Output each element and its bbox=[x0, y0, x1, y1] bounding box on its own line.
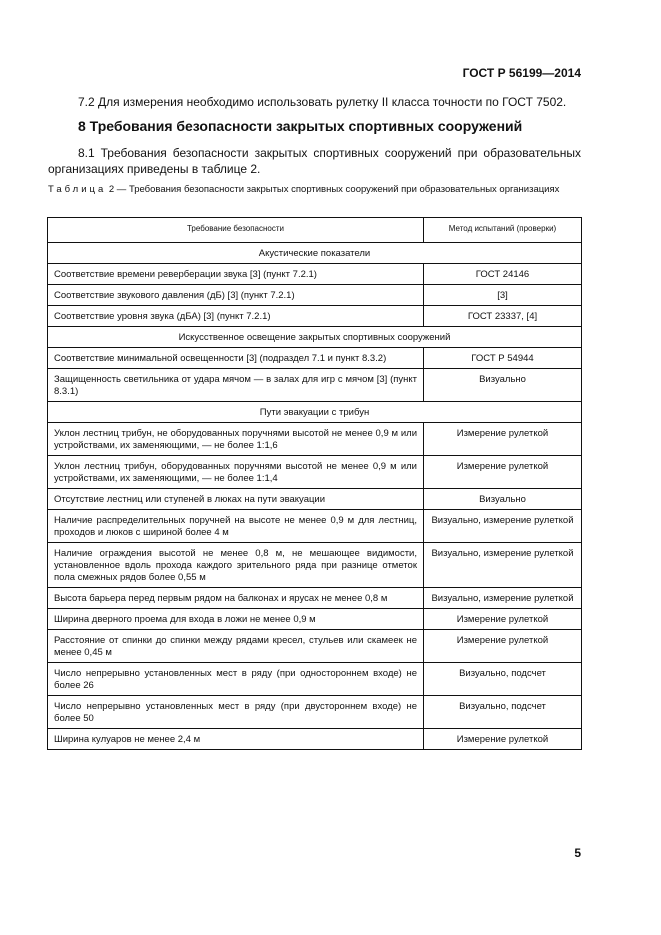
section-row bbox=[48, 327, 582, 348]
method-cell: Измерение рулеткой bbox=[424, 456, 582, 489]
method-cell: Визуально, подсчет bbox=[424, 663, 582, 696]
table-row bbox=[48, 630, 582, 663]
table-row bbox=[48, 543, 582, 588]
method-cell: ГОСТ 24146 bbox=[424, 264, 582, 285]
requirement-cell: Соответствие минимальной освещенности [3] (подраздел 7.1 и пункт 8.3.2) bbox=[48, 348, 424, 369]
requirement-cell: Число непрерывно установленных мест в ряду (при двустороннем входе) не более 50 bbox=[48, 696, 424, 729]
table-row bbox=[48, 369, 582, 402]
method-cell: Измерение рулеткой bbox=[424, 609, 582, 630]
table-row bbox=[48, 729, 582, 750]
method-cell: Визуально, подсчет bbox=[424, 696, 582, 729]
method-cell: [3] bbox=[424, 285, 582, 306]
requirement-cell: Уклон лестниц трибун, оборудованных поручнями высотой не менее 0,9 м или устройствами, их заменяющими, — не более 1:1,4 bbox=[48, 456, 424, 489]
requirement-cell: Соответствие времени реверберации звука [3] (пункт 7.2.1) bbox=[48, 264, 424, 285]
table-caption-label: Таблица bbox=[48, 184, 107, 195]
requirement-cell: Высота барьера перед первым рядом на балконах и ярусах не менее 0,8 м bbox=[48, 588, 424, 609]
requirement-cell: Расстояние от спинки до спинки между рядами кресел, стульев или скамеек не менее 0,45 м bbox=[48, 630, 424, 663]
table-caption-text: 2 — Требования безопасности закрытых спортивных сооружений при образовательных организациях bbox=[106, 184, 560, 195]
method-cell: Визуально, измерение рулеткой bbox=[424, 543, 582, 588]
table-row bbox=[48, 663, 582, 696]
requirement-cell: Наличие распределительных поручней на высоте не менее 0,9 м для лестниц, проходов и люков с шириной более 4 м bbox=[48, 510, 424, 543]
table-row bbox=[48, 609, 582, 630]
table-row bbox=[48, 588, 582, 609]
method-cell: Визуально, измерение рулеткой bbox=[424, 588, 582, 609]
table-row bbox=[48, 306, 582, 327]
paragraph-7-2: 7.2 Для измерения необходимо использовать рулетку II класса точности по ГОСТ 7502. bbox=[78, 95, 567, 109]
requirement-cell: Ширина дверного проема для входа в ложи не менее 0,9 м bbox=[48, 609, 424, 630]
method-cell: ГОСТ 23337, [4] bbox=[424, 306, 582, 327]
section-row bbox=[48, 402, 582, 423]
method-cell: Измерение рулеткой bbox=[424, 423, 582, 456]
method-cell: Визуально bbox=[424, 489, 582, 510]
section-row bbox=[48, 243, 582, 264]
method-cell: Визуально bbox=[424, 369, 582, 402]
table-header-row bbox=[48, 218, 582, 243]
requirement-cell: Наличие ограждения высотой не менее 0,8 м, не мешающее видимости, установленное вдоль прохода каждого зрительного ряда при разнице отметок пола смежных рядов более 0,55 м bbox=[48, 543, 424, 588]
table-row bbox=[48, 456, 582, 489]
page-number: 5 bbox=[574, 846, 581, 860]
table-row bbox=[48, 696, 582, 729]
section-title-lighting: Искусственное освещение закрытых спортивных сооружений bbox=[48, 327, 582, 348]
column-header-requirement: Требование безопасности bbox=[48, 218, 424, 243]
requirement-cell: Защищенность светильника от удара мячом — в залах для игр с мячом [3] (пункт 8.3.1) bbox=[48, 369, 424, 402]
table-row bbox=[48, 285, 582, 306]
requirement-cell: Отсутствие лестниц или ступеней в люках на пути эвакуации bbox=[48, 489, 424, 510]
requirement-cell: Ширина кулуаров не менее 2,4 м bbox=[48, 729, 424, 750]
section-title-acoustic: Акустические показатели bbox=[48, 243, 582, 264]
requirements-table bbox=[47, 217, 582, 750]
requirement-cell: Соответствие уровня звука (дБА) [3] (пункт 7.2.1) bbox=[48, 306, 424, 327]
section-title: 8 Требования безопасности закрытых спортивных сооружений bbox=[78, 118, 523, 134]
paragraph-8-1: 8.1 Требования безопасности закрытых спортивных сооружений при образовательных организациях приведены в таблице 2. bbox=[48, 146, 581, 176]
table-row bbox=[48, 510, 582, 543]
table-row bbox=[48, 423, 582, 456]
method-cell: Визуально, измерение рулеткой bbox=[424, 510, 582, 543]
table-row bbox=[48, 489, 582, 510]
requirement-cell: Соответствие звукового давления (дБ) [3] (пункт 7.2.1) bbox=[48, 285, 424, 306]
document-header: ГОСТ Р 56199—2014 bbox=[462, 66, 581, 80]
requirement-cell: Уклон лестниц трибун, не оборудованных поручнями высотой не менее 0,9 м или устройствами, их заменяющими, — не более 1:1,6 bbox=[48, 423, 424, 456]
table-caption bbox=[48, 184, 581, 196]
table-row bbox=[48, 264, 582, 285]
method-cell: Измерение рулеткой bbox=[424, 630, 582, 663]
requirement-cell: Число непрерывно установленных мест в ряду (при одностороннем входе) не более 26 bbox=[48, 663, 424, 696]
table-row bbox=[48, 348, 582, 369]
section-title-evacuation: Пути эвакуации с трибун bbox=[48, 402, 582, 423]
column-header-method: Метод испытаний (проверки) bbox=[424, 218, 582, 243]
method-cell: ГОСТ Р 54944 bbox=[424, 348, 582, 369]
method-cell: Измерение рулеткой bbox=[424, 729, 582, 750]
